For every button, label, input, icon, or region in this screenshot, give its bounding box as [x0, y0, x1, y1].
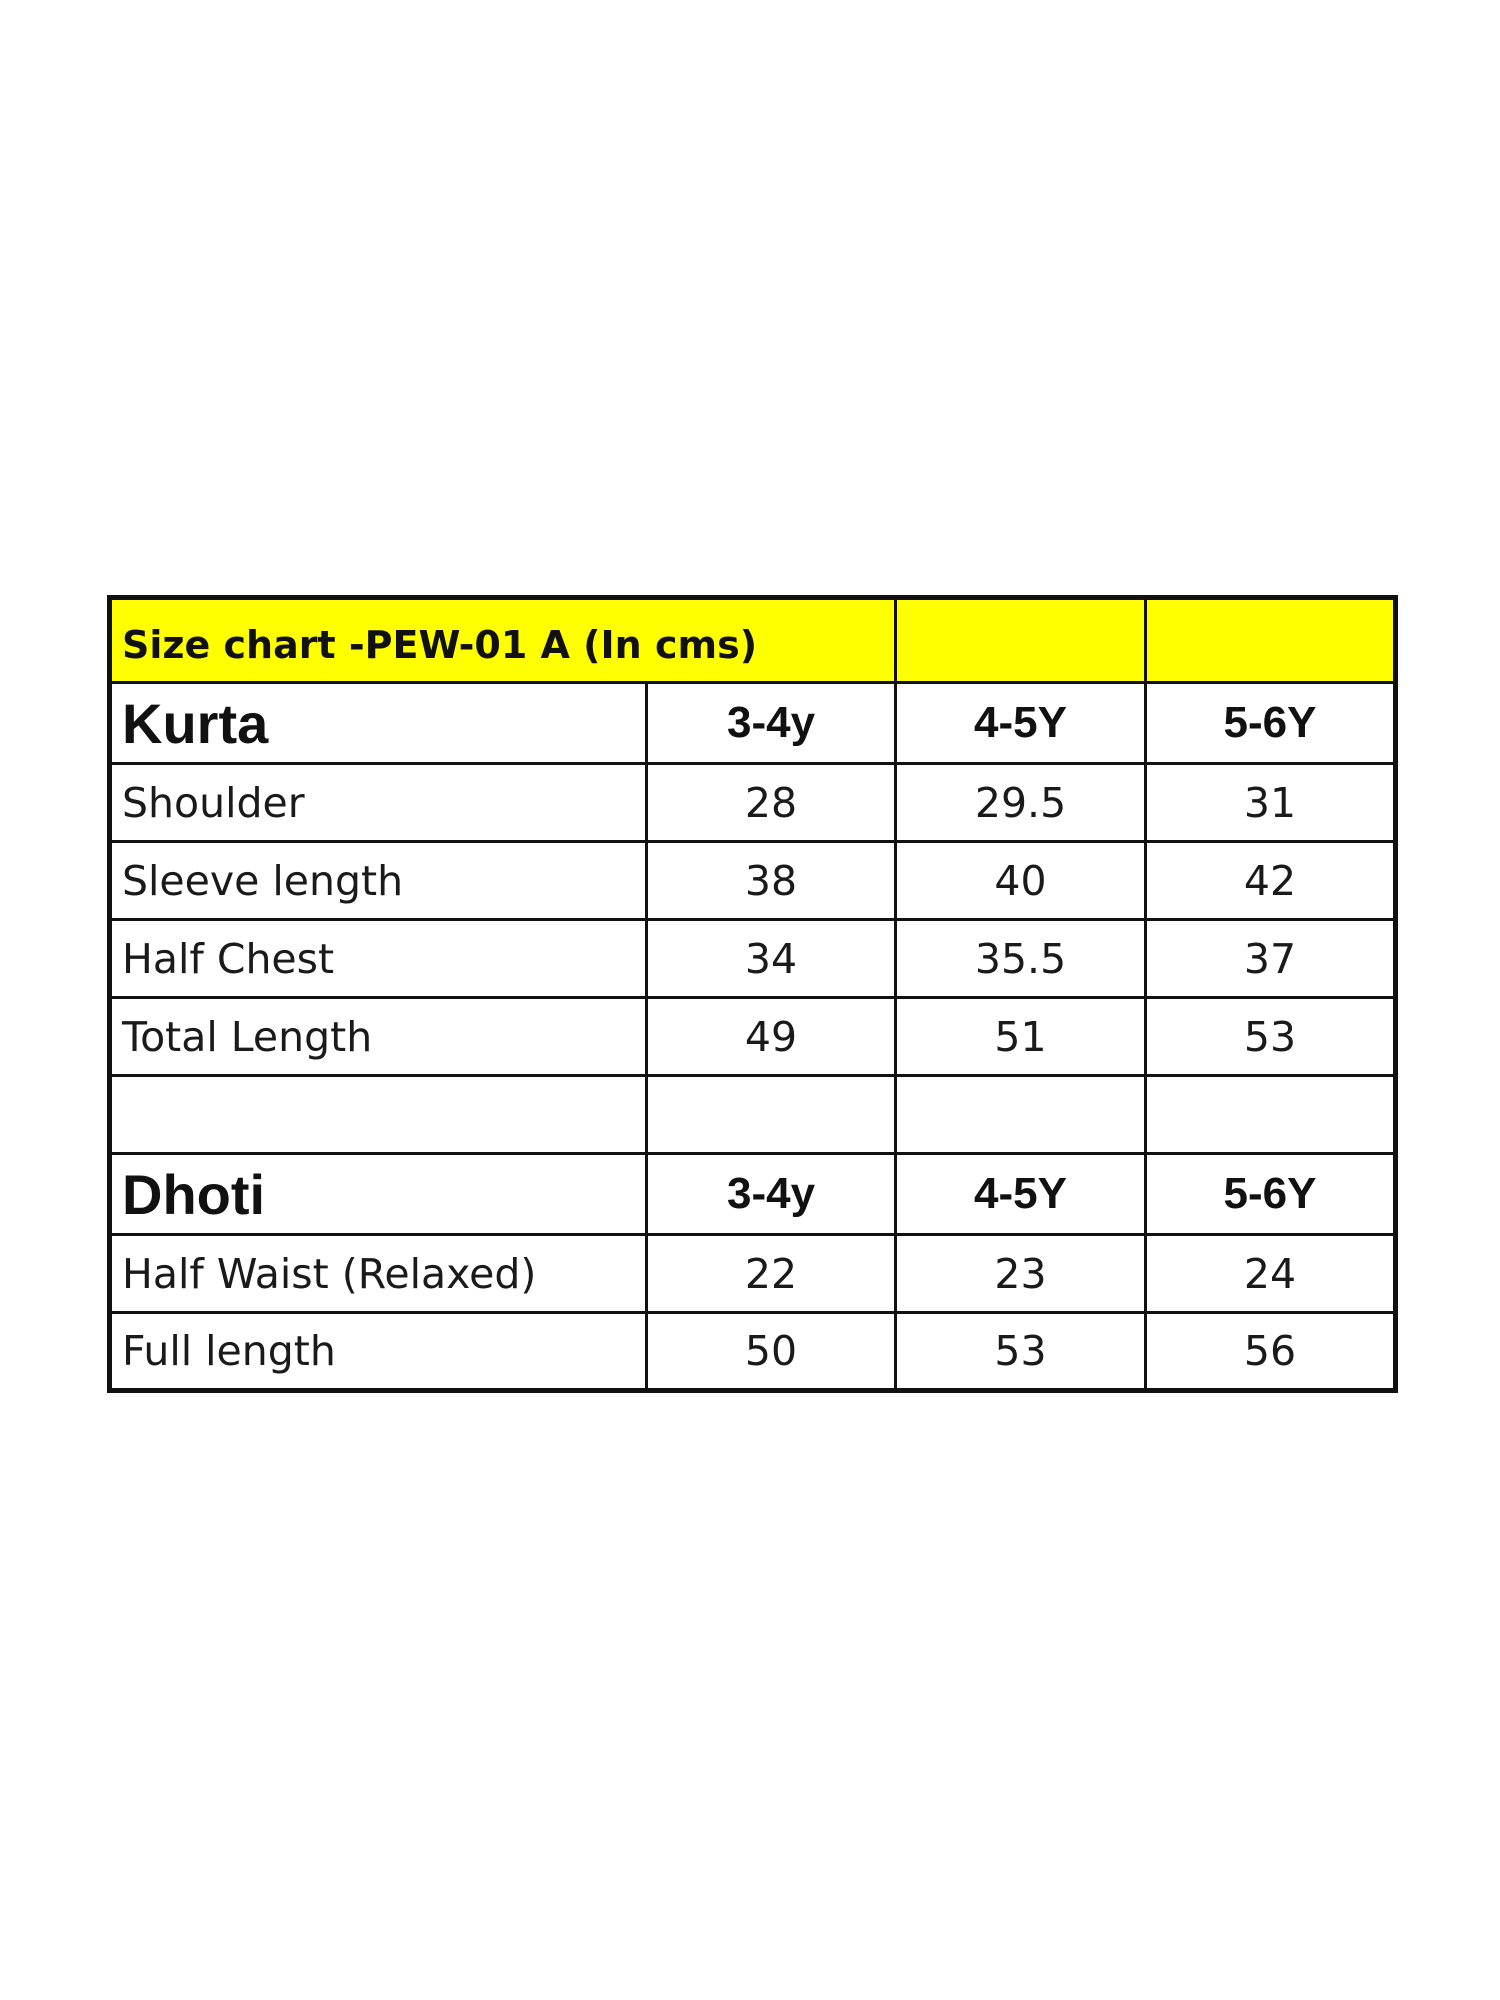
measurement-value: 53	[896, 1313, 1146, 1391]
dhoti-size-header: 3-4y	[647, 1154, 896, 1235]
kurta-header-row	[110, 683, 1396, 764]
dhoti-size-header: 5-6Y	[1146, 1154, 1396, 1235]
table-row	[110, 1313, 1396, 1391]
measurement-value: 53	[1146, 998, 1396, 1076]
measurement-value: 29.5	[896, 764, 1146, 842]
spacer-row	[110, 1076, 1396, 1154]
title-filler-cell	[896, 598, 1146, 683]
measurement-label: Full length	[110, 1313, 647, 1391]
size-chart-table	[107, 595, 1398, 1393]
measurement-value: 49	[647, 998, 896, 1076]
measurement-value: 22	[647, 1235, 896, 1313]
measurement-value: 40	[896, 842, 1146, 920]
table-row	[110, 1235, 1396, 1313]
dhoti-header-row	[110, 1154, 1396, 1235]
measurement-value: 50	[647, 1313, 896, 1391]
dhoti-size-header: 4-5Y	[896, 1154, 1146, 1235]
measurement-value: 31	[1146, 764, 1396, 842]
empty-cell	[1146, 1076, 1396, 1154]
table-row	[110, 920, 1396, 998]
measurement-value: 23	[896, 1235, 1146, 1313]
measurement-label: Half Chest	[110, 920, 647, 998]
measurement-value: 38	[647, 842, 896, 920]
table-row	[110, 842, 1396, 920]
kurta-size-header: 5-6Y	[1146, 683, 1396, 764]
empty-cell	[896, 1076, 1146, 1154]
measurement-value: 34	[647, 920, 896, 998]
measurement-label: Sleeve length	[110, 842, 647, 920]
table-row	[110, 764, 1396, 842]
measurement-label: Shoulder	[110, 764, 647, 842]
measurement-value: 42	[1146, 842, 1396, 920]
title-filler-cell	[1146, 598, 1396, 683]
empty-cell	[110, 1076, 647, 1154]
dhoti-section-label: Dhoti	[110, 1154, 647, 1235]
chart-title: Size chart -PEW-01 A (In cms)	[110, 598, 896, 683]
empty-cell	[647, 1076, 896, 1154]
title-row	[110, 598, 1396, 683]
measurement-value: 24	[1146, 1235, 1396, 1313]
kurta-section-label: Kurta	[110, 683, 647, 764]
measurement-value: 51	[896, 998, 1146, 1076]
measurement-value: 56	[1146, 1313, 1396, 1391]
measurement-value: 35.5	[896, 920, 1146, 998]
measurement-label: Half Waist (Relaxed)	[110, 1235, 647, 1313]
table-row	[110, 998, 1396, 1076]
measurement-value: 37	[1146, 920, 1396, 998]
measurement-label: Total Length	[110, 998, 647, 1076]
measurement-value: 28	[647, 764, 896, 842]
kurta-size-header: 3-4y	[647, 683, 896, 764]
kurta-size-header: 4-5Y	[896, 683, 1146, 764]
